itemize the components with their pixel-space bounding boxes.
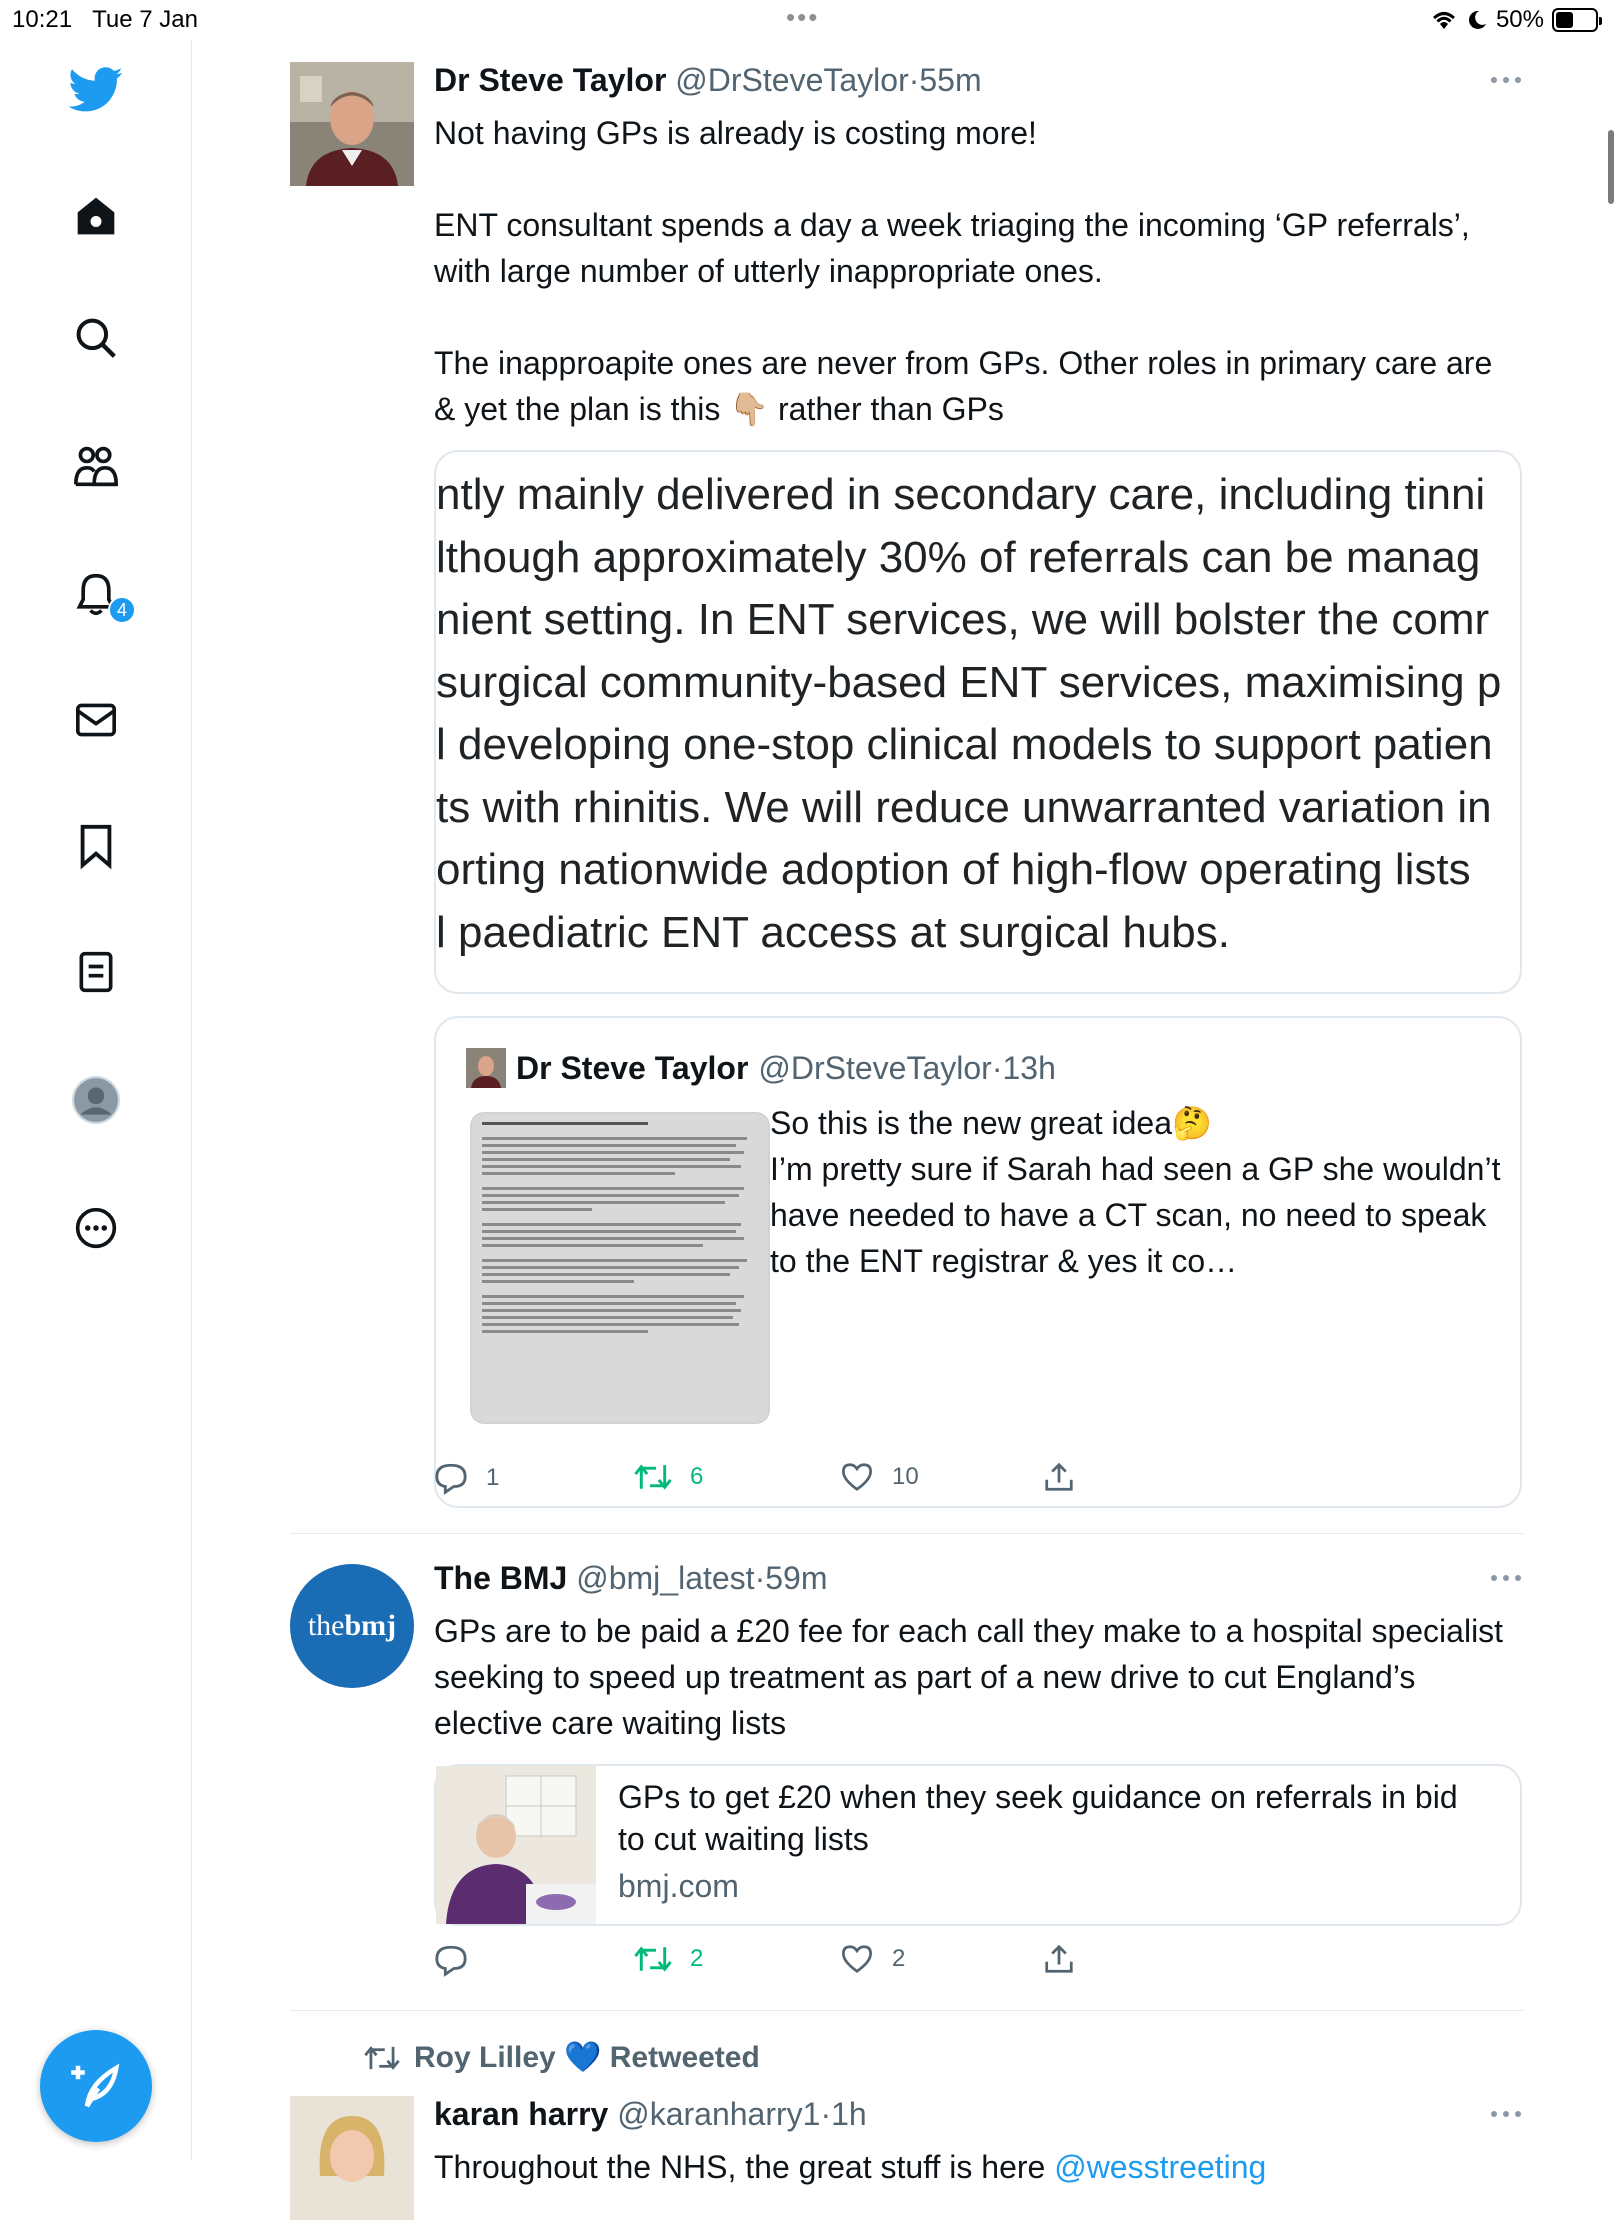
tweet-header bbox=[434, 62, 982, 99]
quoted-tweet-image bbox=[470, 1112, 770, 1424]
tweet-header bbox=[434, 2096, 867, 2133]
tweet[interactable] bbox=[290, 2040, 1524, 2185]
retweet-button[interactable] bbox=[634, 1944, 703, 1974]
retweet-icon bbox=[364, 2044, 400, 2072]
author-name[interactable]: The BMJ bbox=[434, 1560, 568, 1596]
tweet-actions bbox=[434, 1944, 1094, 1984]
dot-separator: · bbox=[820, 2096, 832, 2132]
tweet-text-start: Throughout the NHS, the great stuff is here bbox=[434, 2149, 1055, 2185]
tweet-divider bbox=[290, 1533, 1524, 1534]
quoted-author-handle: @DrSteveTaylor bbox=[758, 1049, 992, 1086]
status-indicators bbox=[1430, 6, 1598, 34]
tweet-text bbox=[434, 2144, 1514, 2190]
image-text-line: orting nationwide adoption of high-flow operating lists bbox=[436, 845, 1471, 894]
retweeted-by bbox=[364, 2040, 760, 2075]
quoted-author-name: Dr Steve Taylor bbox=[516, 1049, 749, 1086]
image-text-line: nient setting. In ENT services, we will bolster the comr bbox=[436, 595, 1490, 644]
image-text-line: surgical community-based ENT services, maximising p bbox=[436, 657, 1502, 707]
share-icon bbox=[1044, 1462, 1074, 1492]
tweet-time[interactable]: 59m bbox=[765, 1560, 828, 1596]
retweeted-label: Retweeted bbox=[609, 2041, 760, 2074]
more-options-icon[interactable] bbox=[1488, 2104, 1524, 2124]
heart-icon bbox=[840, 1944, 874, 1974]
tweet-time[interactable]: 55m bbox=[919, 62, 982, 98]
search-icon[interactable] bbox=[70, 312, 122, 364]
quoted-avatar bbox=[466, 1048, 506, 1088]
avatar-logo-text: the bbox=[307, 1609, 345, 1642]
reply-button[interactable] bbox=[434, 1944, 486, 1976]
reply-icon bbox=[434, 1944, 468, 1976]
avatar[interactable] bbox=[290, 62, 414, 186]
tweet[interactable] bbox=[290, 1560, 1524, 1980]
reply-button[interactable] bbox=[434, 1462, 499, 1494]
compose-icon bbox=[69, 2059, 123, 2113]
retweet-count: 6 bbox=[690, 1463, 704, 1490]
multitasking-dots[interactable]: ••• bbox=[786, 2, 820, 32]
retweet-icon bbox=[634, 1462, 672, 1492]
retweet-count: 2 bbox=[690, 1945, 704, 1972]
avatar-logo-text: bmj bbox=[344, 1609, 397, 1642]
tweet-actions bbox=[434, 1462, 1094, 1502]
share-button[interactable] bbox=[1044, 1944, 1074, 1974]
link-card[interactable] bbox=[434, 1764, 1522, 1926]
image-text-line: lthough approximately 30% of referrals can be manag bbox=[436, 532, 1481, 582]
notification-badge: 4 bbox=[108, 596, 136, 624]
tweet-time[interactable]: 1h bbox=[831, 2096, 867, 2132]
share-button[interactable] bbox=[1044, 1462, 1074, 1492]
more-options-icon[interactable] bbox=[1488, 1568, 1524, 1588]
quoted-tweet-time: 13h bbox=[1002, 1049, 1056, 1086]
blue-heart-emoji: 💙 bbox=[564, 2041, 602, 2074]
like-count: 2 bbox=[892, 1945, 906, 1972]
dot-separator: · bbox=[908, 62, 920, 98]
reply-count: 1 bbox=[486, 1464, 500, 1491]
image-text-line: ts with rhinitis. We will reduce unwarranted variation in bbox=[436, 782, 1492, 832]
retweet-button[interactable] bbox=[634, 1462, 703, 1492]
quoted-tweet[interactable] bbox=[434, 1016, 1522, 1508]
quoted-tweet-text: So this is the new great idea🤔 I’m pretty sure if Sarah had seen a GP she wouldn’t have needed to have a CT scan, no need to speak to the ENT registrar & yes it co… bbox=[770, 1105, 1501, 1279]
tweet-text: Not having GPs is already is costing more! ENT consultant spends a day a week triaging the incoming ‘GP referrals’, with large number of utterly inappropriate ones. The inapproapite ones are never from GPs. Other roles in primary care are & yet the plan is this 👇🏼 rather than GPs bbox=[434, 115, 1493, 427]
mention-link[interactable]: @wesstreeting bbox=[1054, 2149, 1267, 2185]
battery-percent: 50% bbox=[1495, 6, 1544, 33]
like-count: 10 bbox=[892, 1463, 919, 1490]
author-name[interactable]: Dr Steve Taylor bbox=[434, 62, 667, 98]
author-handle[interactable]: @bmj_latest bbox=[576, 1560, 755, 1596]
dot-separator: · bbox=[991, 1049, 1003, 1086]
heart-icon bbox=[840, 1462, 874, 1492]
author-handle[interactable]: @DrSteveTaylor bbox=[675, 62, 909, 98]
author-name[interactable]: karan harry bbox=[434, 2096, 609, 2132]
tweet-image[interactable] bbox=[434, 450, 1522, 994]
like-button[interactable] bbox=[840, 1462, 919, 1492]
link-card-title: GPs to get £20 when they seek guidance on referrals in bid to cut waiting lists bbox=[618, 1779, 1458, 1857]
image-text-line: l developing one-stop clinical models to support patien bbox=[436, 720, 1493, 769]
tweet-text: GPs are to be paid a £20 fee for each call they make to a hospital specialist seeking to speed up treatment as part of a new drive to cut England’s elective care waiting lists bbox=[434, 1613, 1504, 1741]
scrollbar[interactable] bbox=[1608, 130, 1614, 204]
retweeter-name[interactable]: Roy Lilley bbox=[414, 2041, 556, 2074]
document-image-text bbox=[436, 464, 1501, 964]
link-card-domain: bmj.com bbox=[618, 1868, 739, 1904]
avatar[interactable] bbox=[290, 2096, 414, 2220]
profile-icon[interactable] bbox=[70, 1074, 122, 1126]
like-button[interactable] bbox=[840, 1944, 905, 1974]
battery-icon bbox=[1552, 8, 1598, 32]
retweet-icon bbox=[634, 1944, 672, 1974]
reply-icon bbox=[434, 1462, 468, 1494]
image-text-line: l paediatric ENT access at surgical hubs. bbox=[436, 907, 1230, 957]
compose-tweet-button[interactable] bbox=[40, 2030, 152, 2142]
tweet[interactable] bbox=[290, 62, 1524, 1512]
mail-icon[interactable] bbox=[70, 694, 122, 746]
link-card-image bbox=[436, 1766, 596, 1924]
bookmark-icon[interactable] bbox=[70, 820, 122, 872]
people-icon[interactable] bbox=[70, 440, 122, 492]
more-options-icon[interactable] bbox=[1488, 70, 1524, 90]
twitter-logo-icon[interactable] bbox=[70, 64, 122, 116]
share-icon bbox=[1044, 1944, 1074, 1974]
image-text-line: ntly mainly delivered in secondary care, including tinni bbox=[436, 470, 1486, 519]
avatar[interactable] bbox=[290, 1564, 414, 1688]
author-handle[interactable]: @karanharry1 bbox=[617, 2096, 821, 2132]
dot-separator: · bbox=[754, 1560, 766, 1596]
status-time: 10:21 Tue 7 Jan bbox=[12, 6, 198, 33]
tweet-divider bbox=[290, 2010, 1524, 2011]
quoted-tweet-header bbox=[466, 1048, 1056, 1088]
moon-icon bbox=[1466, 9, 1488, 31]
wifi-icon bbox=[1430, 9, 1458, 31]
home-icon[interactable] bbox=[70, 190, 122, 242]
sidebar-nav bbox=[0, 40, 192, 2160]
more-circle-icon[interactable] bbox=[70, 1202, 122, 1254]
tweet-header bbox=[434, 1560, 827, 1597]
list-icon[interactable] bbox=[70, 946, 122, 998]
status-bar bbox=[0, 0, 1620, 40]
